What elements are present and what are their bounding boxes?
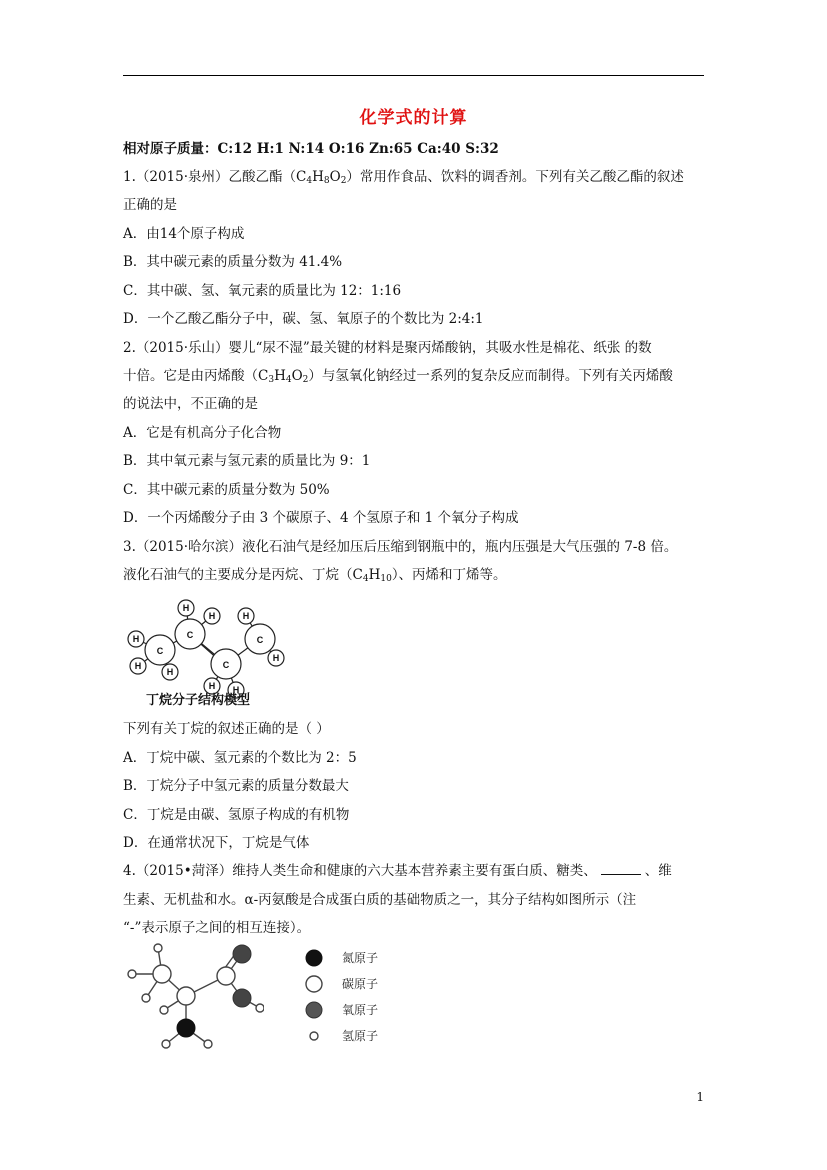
q1-option-a: A．由14个原子构成 [123, 226, 245, 242]
atom-label: H [132, 634, 140, 644]
q3-stem-line2: 液化石油气的主要成分是丙烷、丁烷$(C_4H_{10})$、丙烯和丁烯等。 [123, 567, 507, 584]
q3-option-a: A．丁烷中碳、氢元素的个数比为 2：5 [123, 750, 357, 766]
q2-stem-line2: 十倍。它是由丙烯酸$(C_3H_4O_2)$与氢氧化钠经过一系列的复杂反应而制得。下列有关丙烯酸 [123, 368, 673, 385]
atom-label: H [242, 611, 250, 621]
q3-stem-line1: 3.（2015·哈尔滨）液化石油气是经加压后压缩到钢瓶中的，瓶内压强是大气压强的 7-8 倍。 [123, 539, 678, 555]
alanine-legend [300, 944, 410, 1054]
q4-stem-line2: 生素、无机盐和水。α-丙氨酸是合成蛋白质的基础物质之一，其分子结构如图所示（注 [123, 892, 637, 908]
atom-label: H [166, 667, 174, 677]
legend-hydrogen: 氢原子 [342, 1029, 379, 1043]
header-rule [123, 75, 704, 76]
atom-label: C [222, 660, 230, 670]
legend-nitrogen: 氮原子 [342, 951, 379, 965]
legend-oxygen: 氧原子 [342, 1003, 379, 1017]
page-number: 1 [696, 1090, 704, 1104]
atom-label: H [208, 681, 216, 691]
q1-option-b: B．其中碳元素的质量分数为 41.4% [123, 254, 343, 270]
q2-option-b: B．其中氧元素与氢元素的质量比为 9：1 [123, 453, 371, 469]
q3-option-d: D．在通常状况下，丁烷是气体 [123, 835, 310, 851]
q1-stem-line1: 1.（2015·泉州）乙酸乙酯$(C_4H_8O_2)$常用作食品、饮料的调香剂。下列有关乙酸乙酯的叙述 [123, 169, 684, 186]
q1-stem-line2: 正确的是 [123, 197, 177, 213]
q2-option-c: C．其中碳元素的质量分数为 50% [123, 482, 330, 498]
atom-label: H [182, 603, 190, 613]
q1-option-c: C．其中碳、氢、氧元素的质量比为 12：1:16 [123, 283, 402, 299]
atomic-masses: 相对原子质量：C:12 H:1 N:14 O:16 Zn:65 Ca:40 S:32 [123, 141, 499, 157]
q1-option-d: D．一个乙酸乙酯分子中，碳、氢、氧原子的个数比为 2:4:1 [123, 311, 484, 327]
atom-label: H [208, 611, 216, 621]
answer-blank [601, 862, 641, 875]
page-title: 化学式的计算 [359, 108, 468, 128]
legend-carbon: 碳原子 [342, 977, 379, 991]
q2-stem-line3: 的说法中，不正确的是 [123, 396, 258, 412]
q2-stem-line1: 2.（2015·乐山）婴儿“尿不湿”最关键的材料是聚丙烯酸钠，其吸水性是棉花、纸张 的数 [123, 340, 652, 356]
q2-option-a: A．它是有机高分子化合物 [123, 425, 282, 441]
q3-stem-line3: 下列有关丁烷的叙述正确的是（ ） [123, 721, 330, 737]
q2-option-d: D．一个丙烯酸分子由 3 个碳原子、4 个氢原子和 1 个氧分子构成 [123, 510, 519, 526]
q3-option-b: B．丁烷分子中氢元素的质量分数最大 [123, 778, 349, 794]
q4-stem-line1: 4.（2015•菏泽）维持人类生命和健康的六大基本营养素主要有蛋白质、糖类、 、维 [123, 863, 672, 879]
atom-label: C [256, 635, 264, 645]
atom-label: H [134, 661, 142, 671]
atom-label: H [272, 653, 280, 663]
atom-label: H [232, 685, 240, 695]
butane-figure-caption: 丁烷分子结构模型 [146, 693, 251, 708]
q3-option-c: C．丁烷是由碳、氢原子构成的有机物 [123, 807, 350, 823]
alanine-model-figure [124, 940, 264, 1055]
atom-label: C [186, 630, 194, 640]
atom-label: C [156, 646, 164, 656]
q4-stem-line3: “-”表示原子之间的相互连接）。 [123, 920, 311, 936]
